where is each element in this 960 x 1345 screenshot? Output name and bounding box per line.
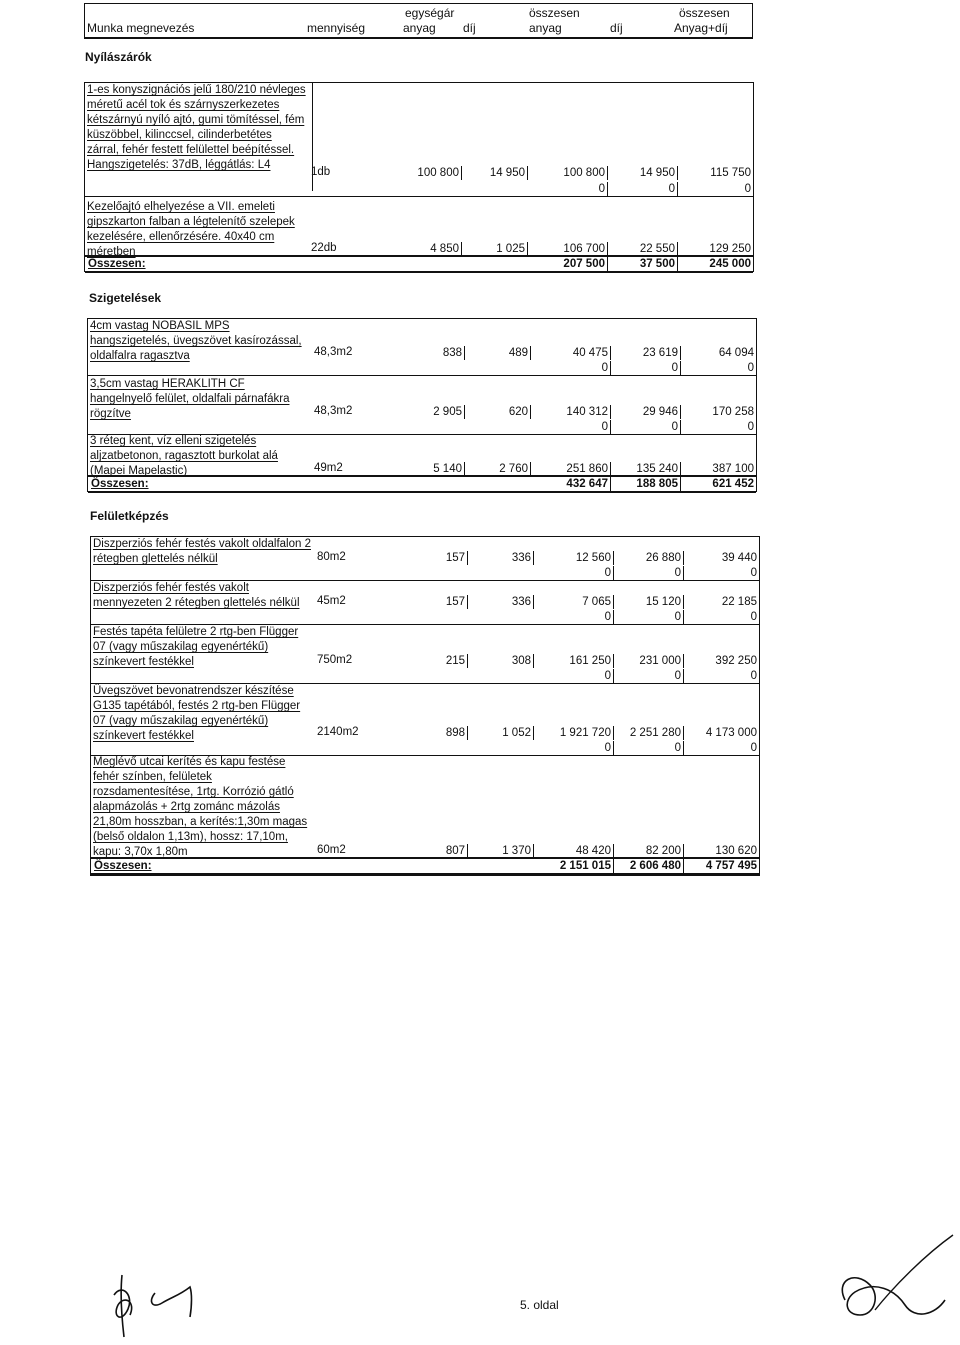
zero-value: 0	[744, 183, 751, 195]
item-description	[91, 684, 318, 744]
zero-value: 0	[750, 567, 757, 579]
sum-material: 432 647	[531, 477, 611, 491]
zero-row	[91, 667, 759, 684]
description-line: 4cm vastag NOBASIL MPS	[90, 320, 230, 332]
item-quantity: 49m2	[314, 462, 343, 474]
unit-fee: 1 370	[468, 844, 534, 858]
sum-total: 4 757 495	[705, 860, 757, 872]
unit-material: 898	[381, 726, 468, 740]
description-line: oldalfalra ragasztva	[90, 350, 190, 362]
total-material: 40 475	[531, 346, 611, 360]
unit-material: 807	[381, 844, 468, 858]
sum-total: 621 452	[712, 478, 754, 490]
description-line: 1-es konyszignációs jelű 180/210 névleges	[87, 84, 306, 96]
description-line: színkevert festékkel	[93, 730, 194, 742]
header-fee2: díj	[610, 21, 623, 35]
description-line: Hangszigetelés: 37dB, léggátlás: L4	[87, 159, 271, 171]
header-material2: anyag	[529, 21, 562, 35]
total-all: 4 173 000	[705, 727, 757, 739]
item-description	[91, 755, 318, 860]
description-line: (belső oldalon 1,13m), hossz: 17,10m,	[93, 831, 288, 843]
zero-value: 0	[747, 421, 754, 433]
header-work-name: Munka megnevezés	[87, 21, 195, 35]
description-line: kapu: 3,70x 1,80m	[93, 846, 188, 858]
zero-value: 0	[750, 670, 757, 682]
description-line: kezelésére, ellenőrzésére. 40x40 cm	[87, 231, 275, 243]
header-material-plus-fee: Anyag+díj	[674, 21, 728, 35]
handwritten-initials-left	[100, 1265, 210, 1340]
total-fee: 22 550	[608, 242, 678, 256]
unit-material: 157	[381, 551, 468, 565]
header-fee: díj	[463, 21, 476, 35]
item-quantity: 48,3m2	[314, 405, 353, 417]
item-description	[85, 83, 313, 191]
item-description	[88, 319, 315, 364]
total-material: 7 065	[534, 595, 614, 609]
description-line: Üvegszövet bevonatrendszer készítése	[93, 685, 294, 697]
zero-value: 0	[531, 420, 611, 434]
section-total-row	[88, 475, 756, 493]
header-quantity: mennyiség	[307, 21, 366, 35]
total-all: 129 250	[709, 243, 751, 255]
total-material: 48 420	[534, 844, 614, 858]
sum-fee: 37 500	[608, 257, 678, 271]
zero-value: 0	[614, 566, 684, 580]
item-quantity: 45m2	[317, 595, 346, 607]
total-all: 115 750	[710, 167, 751, 179]
zero-value: 0	[534, 566, 614, 580]
page-number: 5. oldal	[520, 1298, 559, 1312]
total-fee: 231 000	[614, 654, 684, 668]
description-line: hangelnyelő felület, oldalfali párnafákra	[90, 393, 290, 405]
description-line: (Mapei Mapelastic)	[90, 465, 188, 477]
description-line: 3,5cm vastag HERAKLITH CF	[90, 378, 245, 390]
section-total-row	[85, 255, 753, 273]
zero-row	[91, 564, 759, 581]
zero-value: 0	[611, 361, 681, 375]
unit-material: 2 905	[378, 405, 465, 419]
sum-fee: 188 805	[611, 477, 681, 491]
total-all: 387 100	[712, 463, 754, 475]
description-line: zárral, fehér festett felülettel beépítéssel.	[87, 144, 295, 156]
total-all: 64 094	[718, 347, 754, 359]
unit-material: 100 800	[375, 166, 462, 180]
unit-fee: 336	[468, 595, 534, 609]
unit-fee: 336	[468, 551, 534, 565]
unit-fee: 14 950	[462, 166, 528, 180]
description-line: alapmázolás + 2rtg zománc mázolás	[93, 801, 280, 813]
zero-value: 0	[747, 362, 754, 374]
sum-material: 2 151 015	[534, 859, 614, 873]
zero-value: 0	[531, 361, 611, 375]
description-line: 07 (vagy műszakilag egyenértékű)	[93, 641, 269, 653]
zero-value: 0	[750, 611, 757, 623]
total-fee: 23 619	[611, 346, 681, 360]
section-szigetelesek	[87, 318, 757, 492]
total-fee: 2 251 280	[614, 726, 684, 740]
description-line: aljzatbetonon, ragasztott burkolat alá	[90, 450, 278, 462]
total-all: 22 185	[721, 596, 757, 608]
description-line: 07 (vagy műszakilag egyenértékű)	[93, 715, 269, 727]
description-line: Festés tapéta felületre 2 rtg-ben Flügger	[93, 626, 299, 638]
total-fee: 29 946	[611, 405, 681, 419]
zero-row	[91, 739, 759, 756]
section-nyilaszarok	[84, 82, 754, 272]
description-line: Diszperziós fehér festés vakolt	[93, 582, 249, 594]
description-line: fehér színben, felületek	[93, 771, 212, 783]
unit-fee: 620	[465, 405, 531, 419]
description-line: rögzítve	[90, 408, 131, 420]
total-all: 392 250	[715, 655, 757, 667]
unit-material: 4 850	[375, 242, 462, 256]
description-line: küszöbbel, kilinccsel, cilinderbetétes	[87, 129, 272, 141]
total-material: 251 860	[531, 462, 611, 476]
item-quantity: 22db	[311, 242, 337, 254]
table-header	[84, 3, 753, 39]
unit-fee: 1 052	[468, 726, 534, 740]
description-line: Meglévő utcai kerítés és kapu festése	[93, 756, 286, 768]
description-line: méretű acél tok és szárnyszerkezetes	[87, 99, 280, 111]
zero-value: 0	[614, 610, 684, 624]
item-description	[88, 434, 315, 479]
sum-fee: 2 606 480	[614, 859, 684, 873]
total-label: Összesen:	[88, 258, 146, 270]
description-line: Diszperziós fehér festés vakolt oldalfalon 2	[93, 538, 311, 550]
item-description	[88, 377, 315, 422]
section-total-row	[91, 857, 759, 875]
description-line: gipszkarton falban a légtelenítő szelepek	[87, 216, 295, 228]
total-material: 12 560	[534, 551, 614, 565]
description-line: mennyezeten 2 rétegben glettelés nélkül	[93, 597, 300, 609]
zero-row	[88, 418, 756, 435]
total-fee: 82 200	[614, 844, 684, 858]
item-description	[91, 537, 318, 567]
zero-row	[91, 608, 759, 625]
description-line: Kezelőajtó elhelyezése a VII. emeleti	[87, 201, 275, 213]
description-line: rozsdamentesítése, 1rtg. Korrózió gátló	[93, 786, 294, 798]
unit-fee: 1 025	[462, 242, 528, 256]
item-description	[91, 581, 318, 611]
zero-value: 0	[614, 669, 684, 683]
item-quantity: 750m2	[317, 654, 353, 666]
header-total: összesen	[529, 6, 580, 20]
description-line: 3 réteg kent, víz elleni szigetelés	[90, 435, 257, 447]
unit-material: 5 140	[378, 462, 465, 476]
unit-material: 157	[381, 595, 468, 609]
description-line: hangszigetelés, üvegszövet kasírozással,	[90, 335, 302, 347]
zero-value: 0	[528, 182, 608, 196]
section-feluletkepzes	[90, 536, 760, 876]
header-total2: összesen	[679, 6, 730, 20]
zero-value: 0	[608, 182, 678, 196]
handwritten-signature-right	[835, 1230, 955, 1330]
total-all: 39 440	[721, 552, 757, 564]
zero-value: 0	[534, 610, 614, 624]
header-unit-price: egységár	[405, 6, 455, 20]
sum-total: 245 000	[709, 258, 751, 270]
description-line: kétszárnyú nyíló ajtó, gumi tömítéssel, fém	[87, 114, 305, 126]
description-line: rétegben glettelés nélkül	[93, 553, 218, 565]
total-all: 170 258	[712, 406, 754, 418]
total-fee: 135 240	[611, 462, 681, 476]
total-fee: 26 880	[614, 551, 684, 565]
unit-material: 215	[381, 654, 468, 668]
description-line: 21,80m hosszban, a kerítés:1,30m magas	[93, 816, 308, 828]
zero-value: 0	[534, 669, 614, 683]
item-quantity: 1db	[311, 166, 331, 178]
zero-row	[85, 180, 753, 197]
description-line: méretben	[87, 246, 136, 258]
item-quantity: 48,3m2	[314, 346, 353, 358]
item-quantity: 80m2	[317, 551, 346, 563]
zero-value: 0	[534, 741, 614, 755]
total-material: 1 921 720	[534, 726, 614, 740]
unit-fee: 308	[468, 654, 534, 668]
zero-value: 0	[750, 742, 757, 754]
total-material: 106 700	[528, 242, 608, 256]
sum-material: 207 500	[528, 257, 608, 271]
zero-value: 0	[611, 420, 681, 434]
item-quantity: 2140m2	[317, 726, 359, 738]
item-quantity: 60m2	[317, 844, 346, 856]
unit-fee: 489	[465, 346, 531, 360]
unit-fee: 2 760	[465, 462, 531, 476]
section-title-szigetelesek: Szigetelések	[89, 291, 162, 305]
total-fee: 15 120	[614, 595, 684, 609]
total-all: 130 620	[715, 845, 757, 857]
description-line: G135 tapétából, festés 2 rtg-ben Flügger	[93, 700, 301, 712]
zero-value: 0	[614, 741, 684, 755]
total-fee: 14 950	[608, 166, 678, 180]
total-material: 100 800	[528, 166, 608, 180]
zero-row	[88, 359, 756, 376]
item-description	[85, 200, 312, 260]
total-label: Összesen:	[91, 478, 149, 490]
unit-material: 838	[378, 346, 465, 360]
header-material: anyag	[403, 21, 436, 35]
section-title-feluletkepzes: Felületképzés	[90, 509, 169, 523]
item-description	[91, 625, 318, 670]
total-material: 140 312	[531, 405, 611, 419]
total-material: 161 250	[534, 654, 614, 668]
total-label: Összesen:	[94, 860, 152, 872]
section-title-nyilaszarok: Nyílászárók	[85, 50, 152, 64]
description-line: színkevert festékkel	[93, 656, 194, 668]
